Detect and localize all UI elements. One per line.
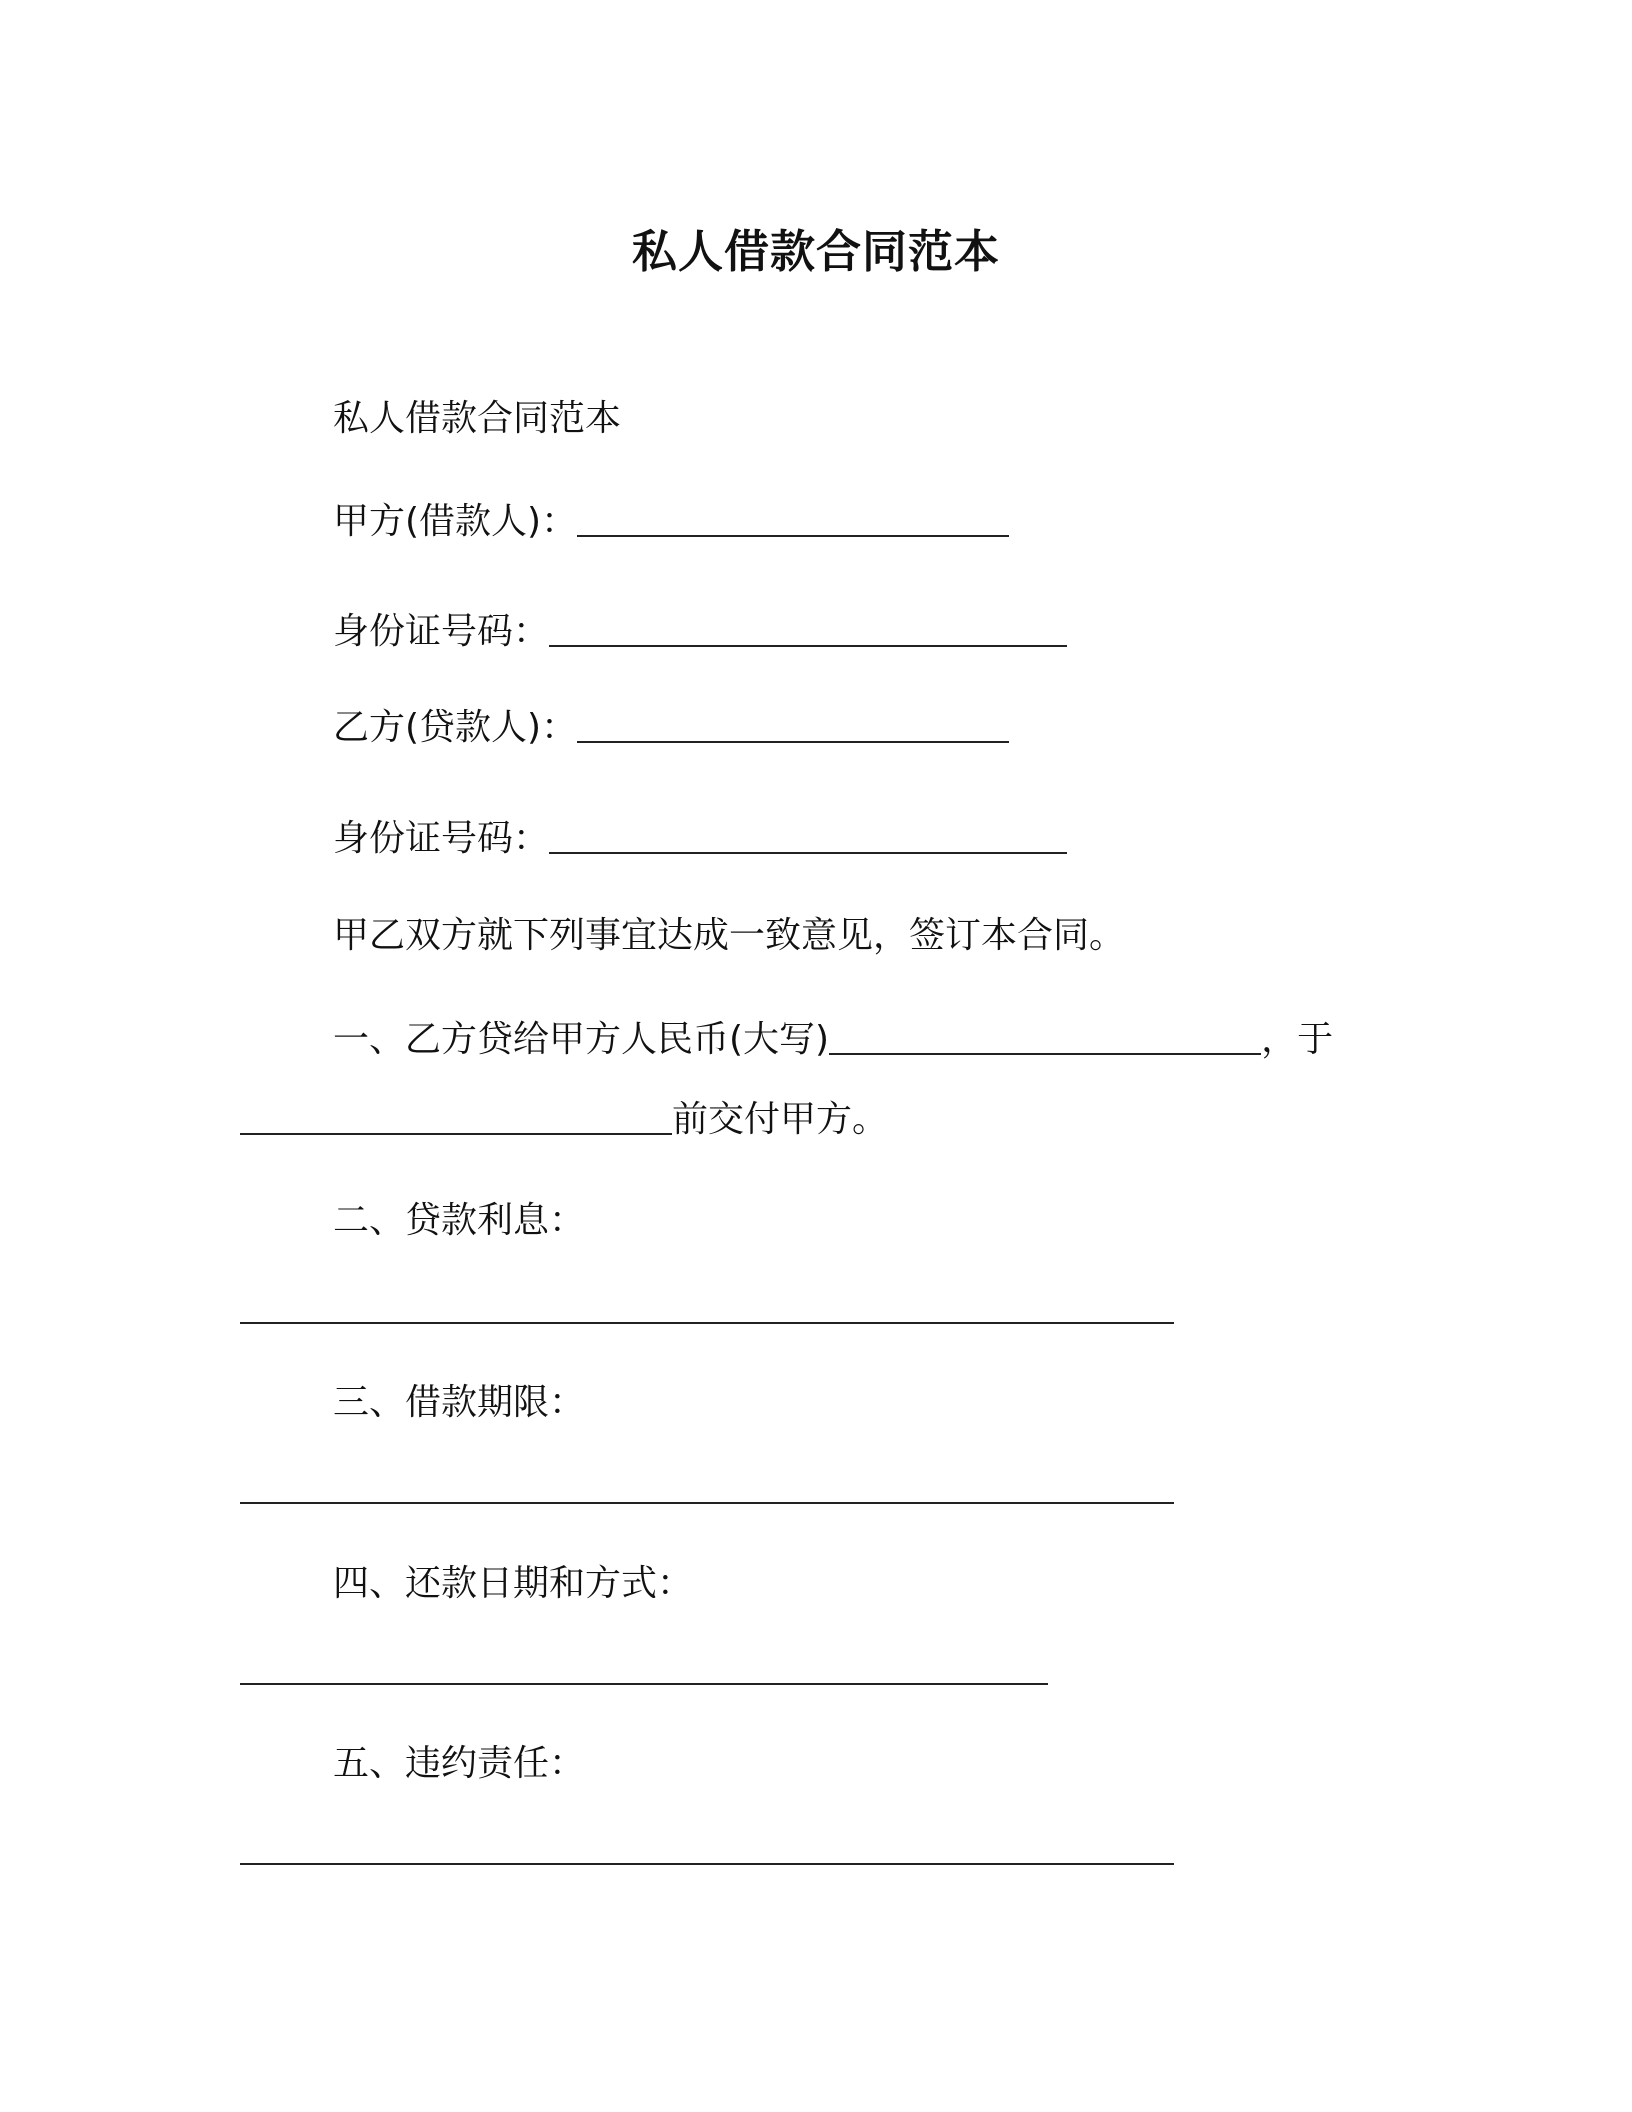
repayment-blank[interactable] <box>240 1683 1048 1685</box>
interest-blank[interactable] <box>240 1322 1174 1324</box>
party-b-id-label: 身份证号码： <box>333 818 550 859</box>
party-a-row <box>333 498 1009 546</box>
clause-4-heading: 四、还款日期和方式： <box>333 1563 694 1604</box>
party-a-id-row <box>333 608 1067 656</box>
clause-1-connector: ，于 <box>1261 1019 1334 1060</box>
clause-1-ending: 前交付甲方。 <box>672 1099 889 1140</box>
clause-2-heading: 二、贷款利息： <box>333 1200 586 1241</box>
document-subtitle: 私人借款合同范本 <box>333 398 622 439</box>
party-a-label: 甲方(借款人)： <box>333 501 578 542</box>
document-title: 私人借款合同范本 <box>631 225 1000 278</box>
clause-1-line-1 <box>333 1016 1333 1064</box>
clause-1-text: 一、乙方贷给甲方人民币(大写) <box>333 1019 830 1060</box>
party-a-id-label: 身份证号码： <box>333 611 550 652</box>
party-b-label: 乙方(贷款人)： <box>333 707 578 748</box>
clause-5-heading: 五、违约责任： <box>333 1743 586 1784</box>
loan-amount-blank[interactable] <box>829 1019 1261 1055</box>
preamble-text: 甲乙双方就下列事宜达成一致意见，签订本合同。 <box>333 915 1126 956</box>
party-b-id-blank[interactable] <box>549 818 1067 854</box>
party-a-id-blank[interactable] <box>549 611 1067 647</box>
liability-blank[interactable] <box>240 1863 1174 1865</box>
party-b-row <box>333 704 1009 752</box>
party-b-blank[interactable] <box>577 707 1009 743</box>
loan-term-blank[interactable] <box>240 1502 1174 1504</box>
clause-3-heading: 三、借款期限： <box>333 1382 586 1423</box>
delivery-date-blank[interactable] <box>240 1099 672 1135</box>
clause-1-line-2 <box>240 1096 888 1144</box>
party-b-id-row <box>333 815 1067 863</box>
party-a-blank[interactable] <box>577 501 1009 537</box>
